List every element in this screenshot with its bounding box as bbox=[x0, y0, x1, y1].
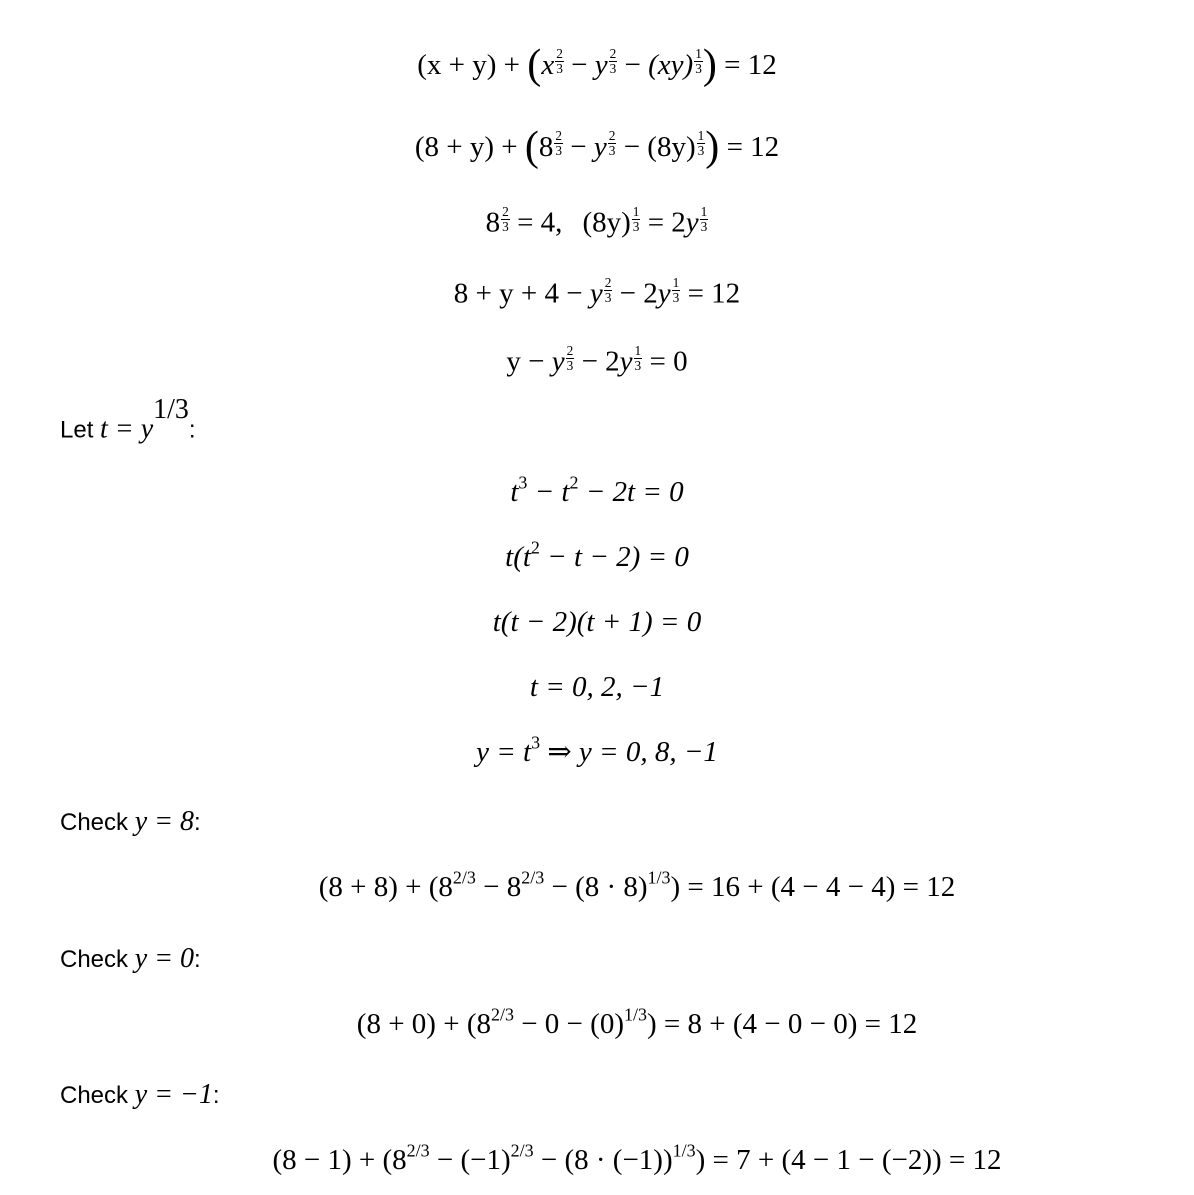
y-solutions: $y = t^3$ ⇒ y = 0, 8, −1 bbox=[476, 732, 718, 768]
right-paren: ) bbox=[702, 42, 717, 88]
eq1-lhs: (x + y) + bbox=[417, 48, 528, 81]
factored-equation: $t(t^2 - t - 2) = 0$ bbox=[505, 537, 689, 573]
equation-simplified: y − y $\frac{2}{3}$ − 2y $\frac{1}{3}$ = 0 bbox=[506, 343, 688, 378]
eq2-lhs: (8 + y) + bbox=[414, 130, 525, 163]
fraction-two-thirds: $\frac{2}{3}$ bbox=[609, 46, 617, 77]
eq2-rhs: = 12 bbox=[719, 130, 780, 163]
fully-factored-equation: t(t − 2)(t + 1) = 0 bbox=[492, 606, 702, 638]
var-xy: (xy) bbox=[648, 48, 694, 81]
fraction-one-third: $\frac{1}{3}$ bbox=[695, 46, 702, 77]
fraction-one-third: $\frac{1}{3}$ bbox=[700, 204, 708, 234]
equation-evaluations: 8 $\frac{2}{3}$ = 4, (8y) $\frac{1}{3}$ = 2y $\frac{1}{3}$ bbox=[485, 204, 708, 239]
equation-expanded: 8 + y + 4 − y $\frac{2}{3}$ − 2y $\frac{1}{3}$ = 12 bbox=[453, 275, 741, 310]
fraction-two-thirds: $\frac{2}{3}$ bbox=[608, 128, 616, 159]
fraction-two-thirds: $\frac{2}{3}$ bbox=[556, 46, 563, 77]
fraction-two-thirds: $\frac{2}{3}$ bbox=[604, 275, 612, 305]
var-x: x bbox=[541, 48, 555, 81]
fraction-one-third: $\frac{1}{3}$ bbox=[634, 343, 642, 373]
fraction-one-third: $\frac{1}{3}$ bbox=[632, 204, 640, 234]
check-minus1-equation: $(8 - 1) + (8^{2/3} - (-1)^{2/3} - (8 \cdot (-1))^{1/3}) = 7 + (4 - 1 - (-2)) = 12$ bbox=[272, 1140, 1002, 1176]
substitution-label: Let $t = y^{1/3}$: bbox=[60, 394, 196, 445]
check-8-label: Check y = 8: bbox=[60, 806, 201, 837]
fraction-two-thirds: $\frac{2}{3}$ bbox=[566, 343, 574, 373]
left-paren: ( bbox=[524, 124, 539, 170]
t-roots: t = 0, 2, −1 bbox=[529, 671, 665, 703]
fraction-two-thirds: $\frac{2}{3}$ bbox=[502, 204, 509, 234]
check-minus1-label: Check y = −1: bbox=[60, 1079, 220, 1110]
fraction-one-third: $\frac{1}{3}$ bbox=[672, 275, 680, 305]
fraction-one-third: $\frac{1}{3}$ bbox=[697, 128, 705, 159]
fraction-two-thirds: $\frac{2}{3}$ bbox=[555, 128, 563, 159]
check-8-equation: $(8 + 8) + (8^{2/3} - 8^{2/3} - (8 \cdot 8)^{1/3}) = 16 + (4 - 4 - 4) = 12$ bbox=[318, 867, 956, 903]
equation-substituted: (8 + y) + (8 $\frac{2}{3}$ − y $\frac{2}{3}$ − (8y) $\frac{1}{3}$ ) = 12 bbox=[414, 124, 780, 170]
var-y: y bbox=[594, 48, 608, 81]
left-paren: ( bbox=[527, 42, 542, 88]
check-0-label: Check y = 0: bbox=[60, 943, 201, 974]
equation-original: (x + y) + (x $\frac{2}{3}$ − y $\frac{2}{3}$ − (xy) $\frac{1}{3}$ ) = 12 bbox=[417, 42, 777, 88]
right-paren: ) bbox=[705, 124, 720, 170]
eq1-rhs: = 12 bbox=[716, 48, 777, 81]
cubic-equation: $t^3 - t^2 - 2t = 0$ bbox=[510, 472, 684, 508]
check-0-equation: $(8 + 0) + (8^{2/3} - 0 - (0)^{1/3}) = 8 + (4 - 0 - 0) = 12$ bbox=[356, 1004, 918, 1040]
